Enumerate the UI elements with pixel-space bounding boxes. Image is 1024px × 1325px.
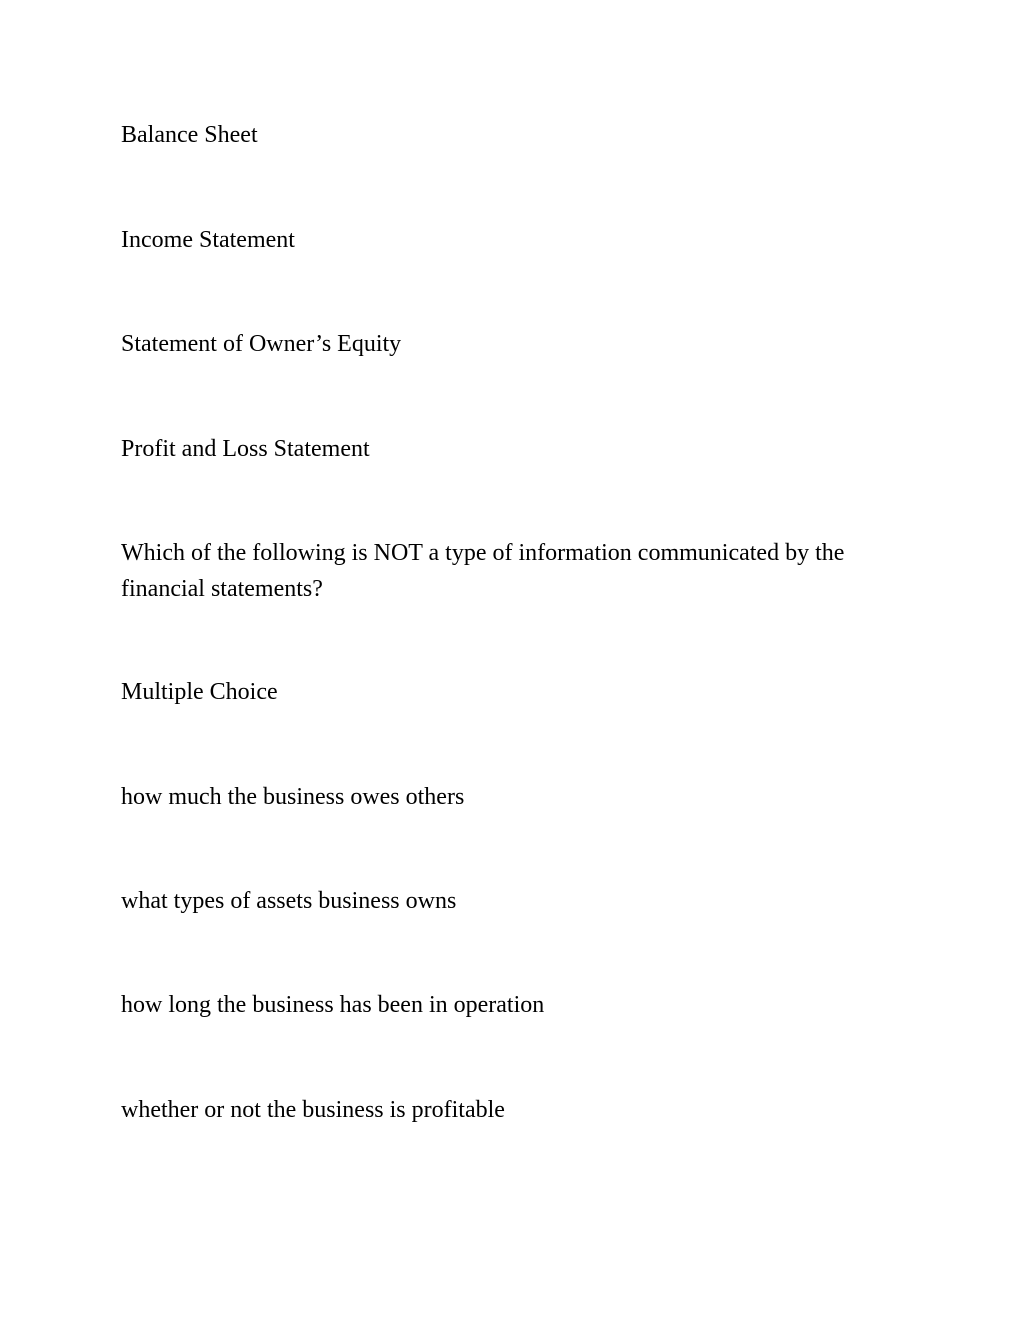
option-profit-and-loss-statement: Profit and Loss Statement xyxy=(121,436,370,462)
option-income-statement: Income Statement xyxy=(121,227,295,253)
question-type-label: Multiple Choice xyxy=(121,679,278,705)
option-statement-of-owners-equity: Statement of Owner’s Equity xyxy=(121,331,402,357)
choice-owes-others: how much the business owes others xyxy=(121,784,465,810)
choice-how-long-in-operation: how long the business has been in operation xyxy=(121,992,545,1018)
choice-profitable: whether or not the business is profitable xyxy=(121,1097,505,1123)
option-balance-sheet: Balance Sheet xyxy=(121,122,258,148)
choice-types-of-assets: what types of assets business owns xyxy=(121,888,457,914)
question-text: Which of the following is NOT a type of information communicated by the financial statements? xyxy=(121,540,845,602)
